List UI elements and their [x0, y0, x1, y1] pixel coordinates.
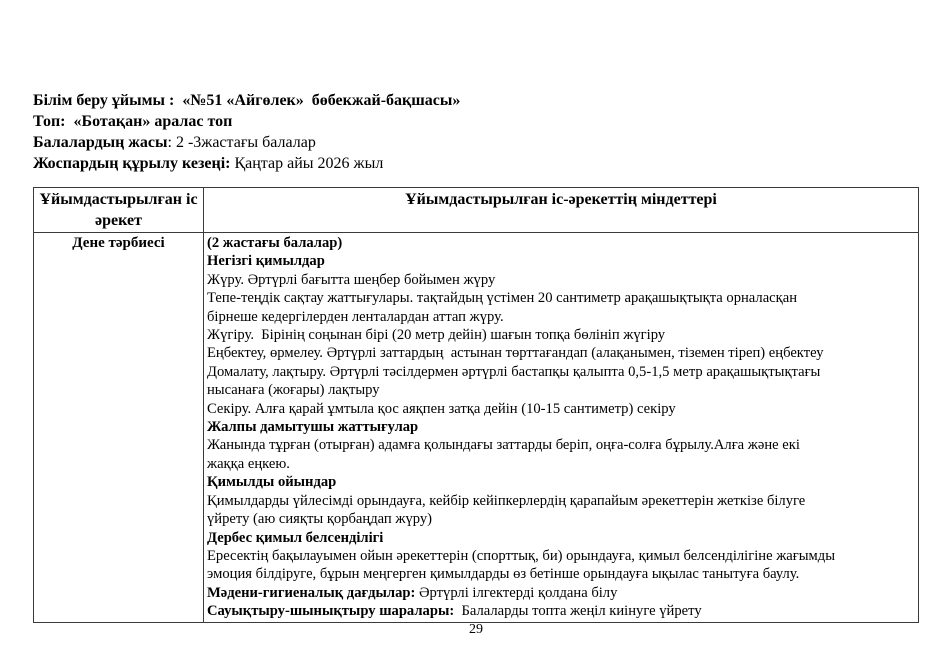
task-line-bold: Жалпы дамытушы жаттығулар: [207, 419, 419, 436]
task-line: [207, 271, 915, 289]
header-line-bold: Жоспардың құрылу кезеңі:: [33, 155, 231, 172]
table-header-row: [34, 188, 919, 233]
header-line-text: : 2 -3жастағы балалар: [167, 134, 316, 151]
column-header-activity: Ұйымдастырылған іс әрекет: [34, 188, 204, 233]
task-line-text: Еңбектеу, өрмелеу. Әртүрлі заттардың астынан төрттағандап (алақанымен, тіземен тіреп) еңбектеу: [207, 345, 824, 362]
task-line: [207, 510, 915, 528]
header-line-text: Қаңтар айы 2026 жыл: [230, 155, 384, 172]
header-line-plan-period: [33, 153, 919, 174]
task-line: [207, 584, 915, 602]
task-line: [207, 400, 915, 418]
task-line: [207, 308, 915, 326]
task-line: [207, 363, 915, 381]
task-line: [207, 455, 915, 473]
task-line-text: Қимылдарды үйлесімді орындауға, кейбір кейіпкерлердің қарапайым әрекеттерін жеткізе білуге: [207, 492, 806, 509]
task-line-text: Жүру. Әртүрлі бағытта шеңбер бойымен жүру: [207, 271, 496, 288]
column-header-tasks: Ұйымдастырылған іс-әрекеттің міндеттері: [204, 188, 919, 233]
task-line-text: жаққа еңкею.: [207, 455, 290, 472]
task-line: [207, 492, 915, 510]
task-line-text: Жүгіру. Бірінің соңынан бірі (20 метр дейін) шағын топқа бөлініп жүгіру: [207, 327, 666, 344]
task-line-bold: Негізгі қимылдар: [207, 253, 325, 270]
task-line: [207, 344, 915, 362]
task-line: [207, 529, 915, 547]
page-number: 29: [469, 622, 483, 637]
task-line-text: Жанында тұрған (отырған) адамға қолындағы заттарды беріп, оңға-солға бұрылу.Алға және екі: [207, 437, 800, 454]
header-line-group: [33, 111, 919, 132]
header-line-bold: Топ: «Ботақан» аралас топ: [33, 113, 233, 130]
task-line-text: Тепе-теңдік сақтау жаттығулары. тақтайдың үстімен 20 сантиметр арақашықтықта орналасқан: [207, 290, 798, 307]
task-line: [207, 234, 915, 252]
task-line-bold: Сауықтыру-шынықтыру шаралары:: [207, 603, 455, 620]
task-line: [207, 602, 915, 620]
task-line-bold: (2 жастағы балалар): [207, 235, 343, 251]
task-line-text: нысанаға (жоғары) лақтыру: [207, 382, 380, 399]
table-row: [34, 233, 919, 623]
document-header: [33, 90, 919, 174]
plan-table: [33, 187, 919, 623]
header-line-bold: Балалардың жасы: [33, 134, 168, 151]
task-line: [207, 289, 915, 307]
task-line-text: Домалату, лақтыру. Әртүрлі тәсілдермен әртүрлі бастапқы қалыпта 0,5-1,5 метр арақашықтықтағы: [207, 363, 821, 380]
task-line-text: бірнеше кедергілерден ленталардан аттап жүру.: [207, 308, 504, 325]
task-line: [207, 547, 915, 565]
task-line-bold: Мәдени-гигиеналық дағдылар:: [207, 584, 416, 601]
task-line-text: Әртүрлі ілгектерді қолдана білу: [415, 584, 618, 601]
task-line: [207, 418, 915, 436]
task-line-text: үйрету (аю сияқты қорбаңдап жүру): [207, 511, 433, 528]
task-line: [207, 473, 915, 491]
task-line-text: эмоция білдіруге, бұрын меңгерген қимылдарды өз бетінше орындауға ықылас танытуға баулу.: [207, 566, 800, 583]
task-line-text: Балаларды топта жеңіл киінуге үйрету: [454, 603, 702, 620]
task-line: [207, 565, 915, 583]
task-line-bold: Қимылды ойындар: [207, 474, 337, 491]
tasks-cell: [204, 233, 919, 623]
task-line: [207, 436, 915, 454]
task-line-text: Ересектің бақылауымен ойын әрекеттерін (спорттық, би) орындауға, қимыл белсенділігіне жағымды: [207, 547, 836, 564]
header-line-bold: Білім беру ұйымы : «№51 «Айгөлек» бөбекжай-бақшасы»: [33, 92, 461, 109]
activity-cell: Дене тәрбиесі: [34, 233, 204, 623]
task-line-text: Секіру. Алға қарай ұмтыла қос аяқпен затқа дейін (10-15 сантиметр) секіру: [207, 400, 676, 417]
task-line: [207, 381, 915, 399]
header-line-organization: [33, 90, 919, 111]
task-line: [207, 326, 915, 344]
header-line-children-age: [33, 132, 919, 153]
task-line-bold: Дербес қимыл белсенділігі: [207, 529, 384, 546]
task-line: [207, 252, 915, 270]
